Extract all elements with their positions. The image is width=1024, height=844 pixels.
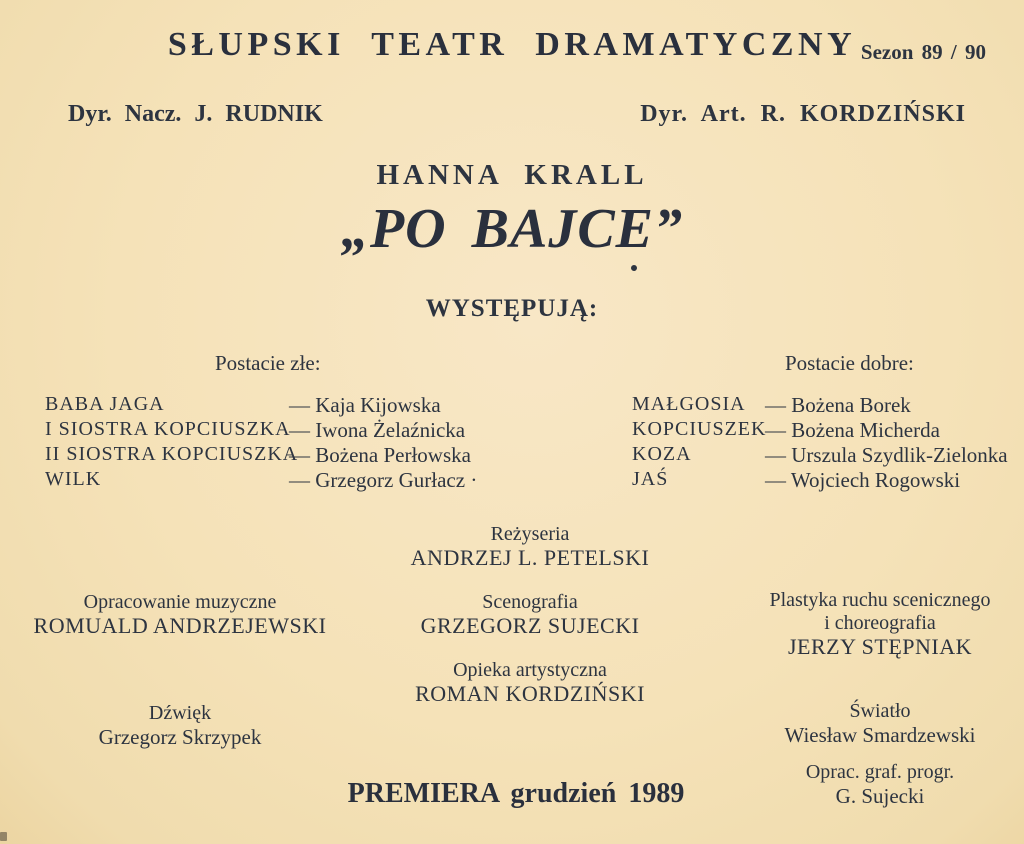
credit-label: Dźwięk — [148, 702, 212, 724]
credit-light — [720, 700, 1024, 747]
credit-music — [20, 591, 340, 638]
role-name: MAŁGOSIA — [632, 393, 746, 415]
theater-name: SŁUPSKI TEATR DRAMATYCZNY — [167, 26, 857, 63]
role-name: I SIOSTRA KOPCIUSZKA — [45, 418, 291, 440]
cast-table-evil — [45, 393, 477, 493]
credit-scenography — [330, 591, 730, 638]
credit-label: Opracowanie muzyczne — [83, 591, 277, 613]
credit-person: ROMAN KORDZIŃSKI — [415, 681, 645, 706]
credit-label: Scenografia — [482, 591, 578, 613]
credit-label: i choreografia — [824, 612, 936, 634]
role-name: KOZA — [632, 443, 692, 465]
play-title: „PO BAJCE” — [340, 198, 684, 260]
director-general: Dyr. Nacz. J. RUDNIK — [68, 101, 323, 127]
credit-label: Oprac. graf. progr. — [805, 761, 955, 783]
actor-name: — Grzegorz Gurłacz · — [289, 468, 478, 492]
credit-person: JERZY STĘPNIAK — [787, 634, 973, 659]
actor-name: — Kaja Kijowska — [289, 393, 441, 417]
actor-name: — Bożena Micherda — [765, 418, 940, 442]
actor-name: — Iwona Żelaźnicka — [289, 418, 466, 442]
credit-person: G. Sujecki — [835, 784, 925, 808]
season-label: Sezon 89 / 90 — [860, 40, 986, 64]
credit-movement-choreography — [720, 589, 1024, 659]
role-name: II SIOSTRA KOPCIUSZKA — [45, 443, 299, 465]
credit-person: ROMUALD ANDRZEJEWSKI — [33, 613, 327, 638]
scan-edge-artifact — [0, 832, 7, 841]
credit-label: Plastyka ruchu scenicznego — [769, 589, 991, 611]
role-name: BABA JAGA — [45, 393, 165, 415]
cast-group-evil-heading: Postacie złe: — [215, 351, 321, 375]
cast-heading: WYSTĘPUJĄ: — [425, 295, 599, 322]
credit-artistic-care — [330, 659, 730, 706]
actor-name: — Wojciech Rogowski — [765, 468, 961, 492]
actor-name: — Bożena Borek — [765, 393, 911, 417]
credit-sound — [20, 702, 340, 749]
credit-person: Grzegorz Skrzypek — [98, 725, 262, 749]
stray-ogonek-dot — [631, 265, 637, 271]
credit-direction — [330, 523, 730, 570]
author-name: HANNA KRALL — [376, 159, 648, 191]
role-name: JAŚ — [632, 468, 669, 490]
cast-group-good-heading: Postacie dobre: — [785, 351, 914, 375]
credit-label: Reżyseria — [490, 523, 570, 545]
credit-person: Wiesław Smardzewski — [784, 723, 976, 747]
actor-name: — Bożena Perłowska — [289, 443, 471, 467]
role-name: WILK — [45, 468, 102, 490]
credit-label: Opieka artystyczna — [453, 659, 607, 681]
cast-table-good — [632, 393, 1008, 493]
director-artistic: Dyr. Art. R. KORDZIŃSKI — [640, 101, 966, 127]
credit-person: GRZEGORZ SUJECKI — [420, 613, 640, 638]
premiere-line: PREMIERA grudzień 1989 — [347, 778, 685, 809]
actor-name: — Urszula Szydlik-Zielonka — [765, 443, 1008, 467]
credit-label: Światło — [849, 700, 911, 722]
role-name: KOPCIUSZEK — [632, 418, 767, 440]
credit-person: ANDRZEJ L. PETELSKI — [410, 545, 650, 570]
